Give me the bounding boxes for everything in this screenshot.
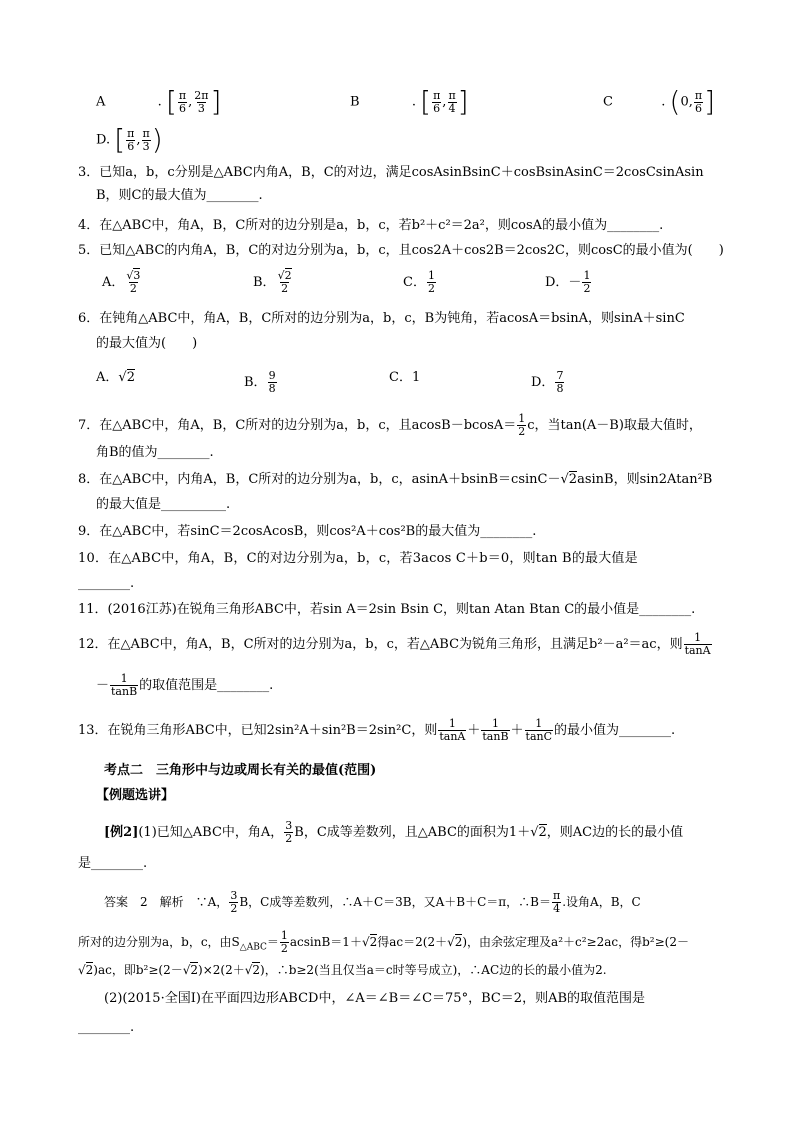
option-label: C: [603, 94, 613, 110]
numerator: 9: [268, 369, 276, 382]
fraction: [178, 90, 187, 115]
question-11: 11．(2016江苏)在锐角三角形ABC中，若sin A＝2sin Bsin C，则tan Atan Btan C的最小值是________.: [78, 602, 696, 617]
question-7-line1: [78, 413, 702, 438]
question-10-line2: ________.: [78, 576, 135, 591]
option-label: B．: [244, 375, 267, 390]
text: ，则AC边的长的最小值: [546, 825, 684, 840]
denominator: 2: [427, 282, 435, 295]
option-dot: .: [411, 94, 416, 110]
text: )×2(2＋: [198, 963, 245, 977]
numerator: 1: [280, 929, 288, 942]
denominator: 6: [127, 139, 135, 153]
fraction: [284, 820, 293, 845]
text: 12．在△ABC中，角A，B，C所对的边分别为a，b，c，若△ABC为锐角三角形，且满足b²－a²＝ac，则: [78, 637, 683, 652]
numerator: 1: [535, 717, 543, 730]
option-dot: .: [157, 94, 162, 110]
numerator: 1: [448, 717, 456, 730]
option-label: D．－: [545, 275, 582, 290]
fraction: [517, 413, 526, 438]
text: (1)已知△ABC中，角A，: [138, 825, 284, 840]
comma: ,: [188, 94, 193, 110]
fraction: [694, 90, 703, 115]
left-bracket: [: [420, 85, 432, 118]
text: 的取值范围是________.: [139, 678, 274, 693]
fraction: [438, 718, 466, 743]
question-3-line1: 3．已知a，b，c分别是△ABC内角A，B，C的对边，满足cosAsinBsinC＋cosBsinAsinC＝2cosCsinAsin: [78, 165, 704, 180]
text: B，C成等差数列，且△ABC的面积为1＋: [294, 825, 531, 840]
question-8-line1: 8．在△ABC中，内角A，B，C所对的边分别为a，b，c，asinA＋bsinB＝csinC－√2asinB，则sin2Atan²B: [78, 472, 713, 487]
right-paren: ): [151, 123, 163, 156]
numerator: 1: [583, 269, 591, 282]
text: －: [96, 678, 110, 693]
radicand: 2: [126, 370, 135, 385]
plus: ＋: [510, 723, 524, 738]
comma: ,: [136, 132, 141, 148]
fraction: [432, 90, 441, 115]
numerator: π: [694, 88, 703, 102]
example-2-line2: 是________.: [78, 856, 148, 871]
radicand: 2: [252, 963, 261, 977]
denominator: 2: [129, 282, 137, 295]
question-9: 9．在△ABC中，若sinC＝2cosAcosB，则cos²A＋cos²B的最大值为________.: [78, 524, 537, 539]
denominator: 6: [433, 101, 441, 115]
question-3-line2: B，则C的最大值为________.: [96, 188, 263, 203]
right-bracket: ]: [210, 85, 222, 118]
answer-line2: 所对的边分别为a，b，c，由$S_{\triangle ABC}=$ $\frac{1}{2}$ acsinB＝1＋√2得ac＝2(2＋√2)，由余弦定理及a²＋c²≥2ac，得b²≥(2－: [78, 929, 689, 955]
question-12-line1: [78, 632, 713, 657]
left-paren: (: [669, 85, 681, 118]
text: 所对的边分别为a，b，c，由S: [78, 935, 240, 949]
text: 得ac＝2(2＋: [377, 935, 448, 949]
denominator: tanB: [482, 730, 509, 743]
fraction: [552, 890, 561, 915]
text: ＝: [266, 935, 279, 949]
fraction: [447, 90, 456, 115]
interval-low: 0,: [680, 94, 693, 110]
denominator: tanA: [439, 730, 466, 743]
numerator: 1: [518, 412, 526, 425]
denominator: 2: [280, 942, 288, 955]
fraction: [555, 370, 564, 395]
denominator: 4: [553, 902, 561, 915]
left-bracket: [: [165, 85, 177, 118]
denominator: 2: [583, 282, 591, 295]
denominator: 4: [448, 101, 456, 115]
numerator: 1: [120, 672, 128, 685]
numerator: 1: [427, 269, 435, 282]
denominator: 8: [268, 382, 276, 395]
denominator: 2: [281, 282, 289, 295]
subsection-title: 【例题选讲】: [96, 788, 175, 803]
option-label: A．: [96, 370, 119, 385]
option-dot: .: [661, 94, 666, 110]
option-label: A．: [102, 275, 125, 290]
option-a: [96, 85, 222, 118]
option-b: [350, 85, 469, 118]
numerator: π: [127, 126, 135, 140]
text: .设角A，B，C: [562, 895, 641, 909]
denominator: tanA: [684, 644, 711, 657]
text: acsinB＝1＋: [289, 935, 362, 949]
right-bracket: ]: [704, 85, 716, 118]
text: 13．在锐角三角形ABC中，已知2sin²A＋sin²B＝2sin²C，则: [78, 723, 438, 738]
question-5-option-c: [403, 270, 437, 295]
section-title: 考点二 三角形中与边或周长有关的最值(范围): [104, 763, 377, 778]
fraction: [684, 632, 712, 657]
question-4: 4．在△ABC中，角A，B，C所对的边分别是a，b，c，若b²＋c²＝2a²，则cosA的最小值为________.: [78, 218, 664, 233]
fraction: [126, 128, 135, 153]
radicand: 2: [538, 825, 547, 840]
denominator: 3: [142, 139, 150, 153]
question-8-line2: 的最大值是__________.: [96, 497, 231, 512]
numerator: π: [433, 88, 441, 102]
radicand: 2: [190, 963, 199, 977]
numerator: 3: [230, 889, 238, 902]
left-bracket: [: [114, 123, 126, 156]
denominator: 6: [179, 101, 186, 115]
denominator: 2: [518, 425, 526, 438]
option-label: B．: [253, 275, 276, 290]
numerator: 7: [556, 369, 564, 382]
denominator: 2: [285, 832, 293, 845]
fraction: [277, 270, 293, 295]
question-6-option-a: A．√2: [96, 370, 135, 385]
fraction: [268, 370, 277, 395]
option-label: D．: [531, 375, 555, 390]
question-13: [78, 718, 675, 743]
fraction: [142, 128, 151, 153]
option-label: A: [96, 94, 106, 110]
numerator: 2π: [194, 88, 209, 102]
numerator: √3: [126, 269, 141, 282]
text: B，C成等差数列，∴A＋C＝3B，又A＋B＋C＝π，∴B＝: [239, 895, 551, 909]
example-2-part2-line1: (2)(2015·全国Ⅰ)在平面四边形ABCD中，∠A＝∠B＝∠C＝75°，BC＝2，则AB的取值范围是: [104, 991, 646, 1006]
denominator: 3: [197, 101, 205, 115]
option-label: B: [350, 94, 360, 110]
fraction: [525, 718, 553, 743]
right-bracket: ]: [457, 85, 469, 118]
question-5-stem: 5．已知△ABC的内角A，B，C的对边分别为a，b，c，且cos2A＋cos2B＝2cos2C，则cosC的最小值为( ): [78, 243, 724, 258]
radicand: 2: [568, 472, 578, 487]
text: )，∴b≥2(当且仅当a＝c时等号成立)，∴AC边的长的最小值为2.: [260, 963, 607, 977]
denominator: 8: [556, 382, 564, 395]
fraction: [193, 90, 209, 115]
radicand: 2: [369, 935, 378, 949]
text: 的最小值为________.: [554, 723, 676, 738]
fraction: [229, 890, 238, 915]
question-12-line2: [96, 673, 273, 698]
numerator: π: [142, 126, 150, 140]
denominator: tanC: [525, 730, 553, 743]
question-6-option-d: [531, 370, 565, 395]
question-5-option-a: [102, 270, 142, 295]
text: asinB，则sin2Atan²B: [577, 472, 713, 487]
question-6-line1: 6．在钝角△ABC中，角A，B，C所对的边分别为a，b，c，B为钝角，若acosA＝bsinA，则sinA＋sinC: [78, 311, 685, 326]
fraction: [582, 270, 591, 295]
question-7-line2: 角B的值为________.: [96, 445, 214, 460]
text: c，当tan(A－B)取最大值时，: [527, 418, 702, 433]
numerator: π: [553, 889, 561, 902]
fraction: [280, 930, 289, 955]
radicand: 3: [133, 269, 141, 282]
question-5-option-b: [253, 270, 294, 295]
question-5-option-d: [545, 270, 592, 295]
option-c: [603, 85, 716, 118]
question-6-line2: 的最大值为( ): [96, 336, 198, 351]
option-label: C．: [403, 275, 426, 290]
radicand: 2: [284, 269, 292, 282]
text: 答案 2 解析 ∵A，: [104, 895, 229, 909]
question-6-option-c: C．1: [389, 370, 421, 385]
denominator: 2: [230, 902, 238, 915]
text: )ac，即b²≥(2－: [93, 963, 183, 977]
option-label: D.: [96, 132, 111, 148]
numerator: 3: [285, 819, 293, 832]
example-2-part2-line2: ________.: [78, 1020, 135, 1035]
radicand: 2: [454, 935, 463, 949]
answer-line1: [104, 890, 641, 915]
numerator: √2: [277, 269, 292, 282]
answer-line3: √2)ac，即b²≥(2－√2)×2(2＋√2)，∴b≥2(当且仅当a＝c时等号成立)，∴AC边的长的最小值为2.: [78, 963, 607, 977]
numerator: 1: [694, 631, 702, 644]
example-2-line1: [例2](1)已知△ABC中，角A， $\frac{3}{2}$ B，C成等差数列，且△ABC的面积为1＋√2，则AC边的长的最小值: [104, 819, 684, 845]
text: 8．在△ABC中，内角A，B，C所对的边分别为a，b，c，asinA＋bsinB＝csinC－: [78, 472, 561, 487]
numerator: π: [178, 88, 187, 102]
denominator: 6: [694, 101, 702, 115]
comma: ,: [442, 94, 447, 110]
fraction: [427, 270, 436, 295]
question-6-option-b: [244, 370, 278, 395]
text: 7．在△ABC中，角A，B，C所对的边分别为a，b，c，且acosB－bcosA＝: [78, 418, 517, 433]
text: )，由余弦定理及a²＋c²≥2ac，得b²≥(2－: [462, 935, 689, 949]
numerator: 1: [491, 717, 499, 730]
radicand: 2: [85, 963, 94, 977]
fraction: [110, 673, 138, 698]
fraction: [125, 270, 141, 295]
plus: ＋: [467, 723, 481, 738]
subscript: △ABC: [239, 942, 267, 953]
numerator: π: [448, 88, 456, 102]
example-tag: [例2]: [104, 825, 139, 840]
fraction: [481, 718, 509, 743]
option-d: [96, 123, 163, 156]
question-10-line1: 10．在△ABC中，角A，B，C的对边分别为a，b，c，若3acos C＋b＝0，则tan B的最大值是: [78, 551, 638, 566]
denominator: tanB: [111, 685, 138, 698]
